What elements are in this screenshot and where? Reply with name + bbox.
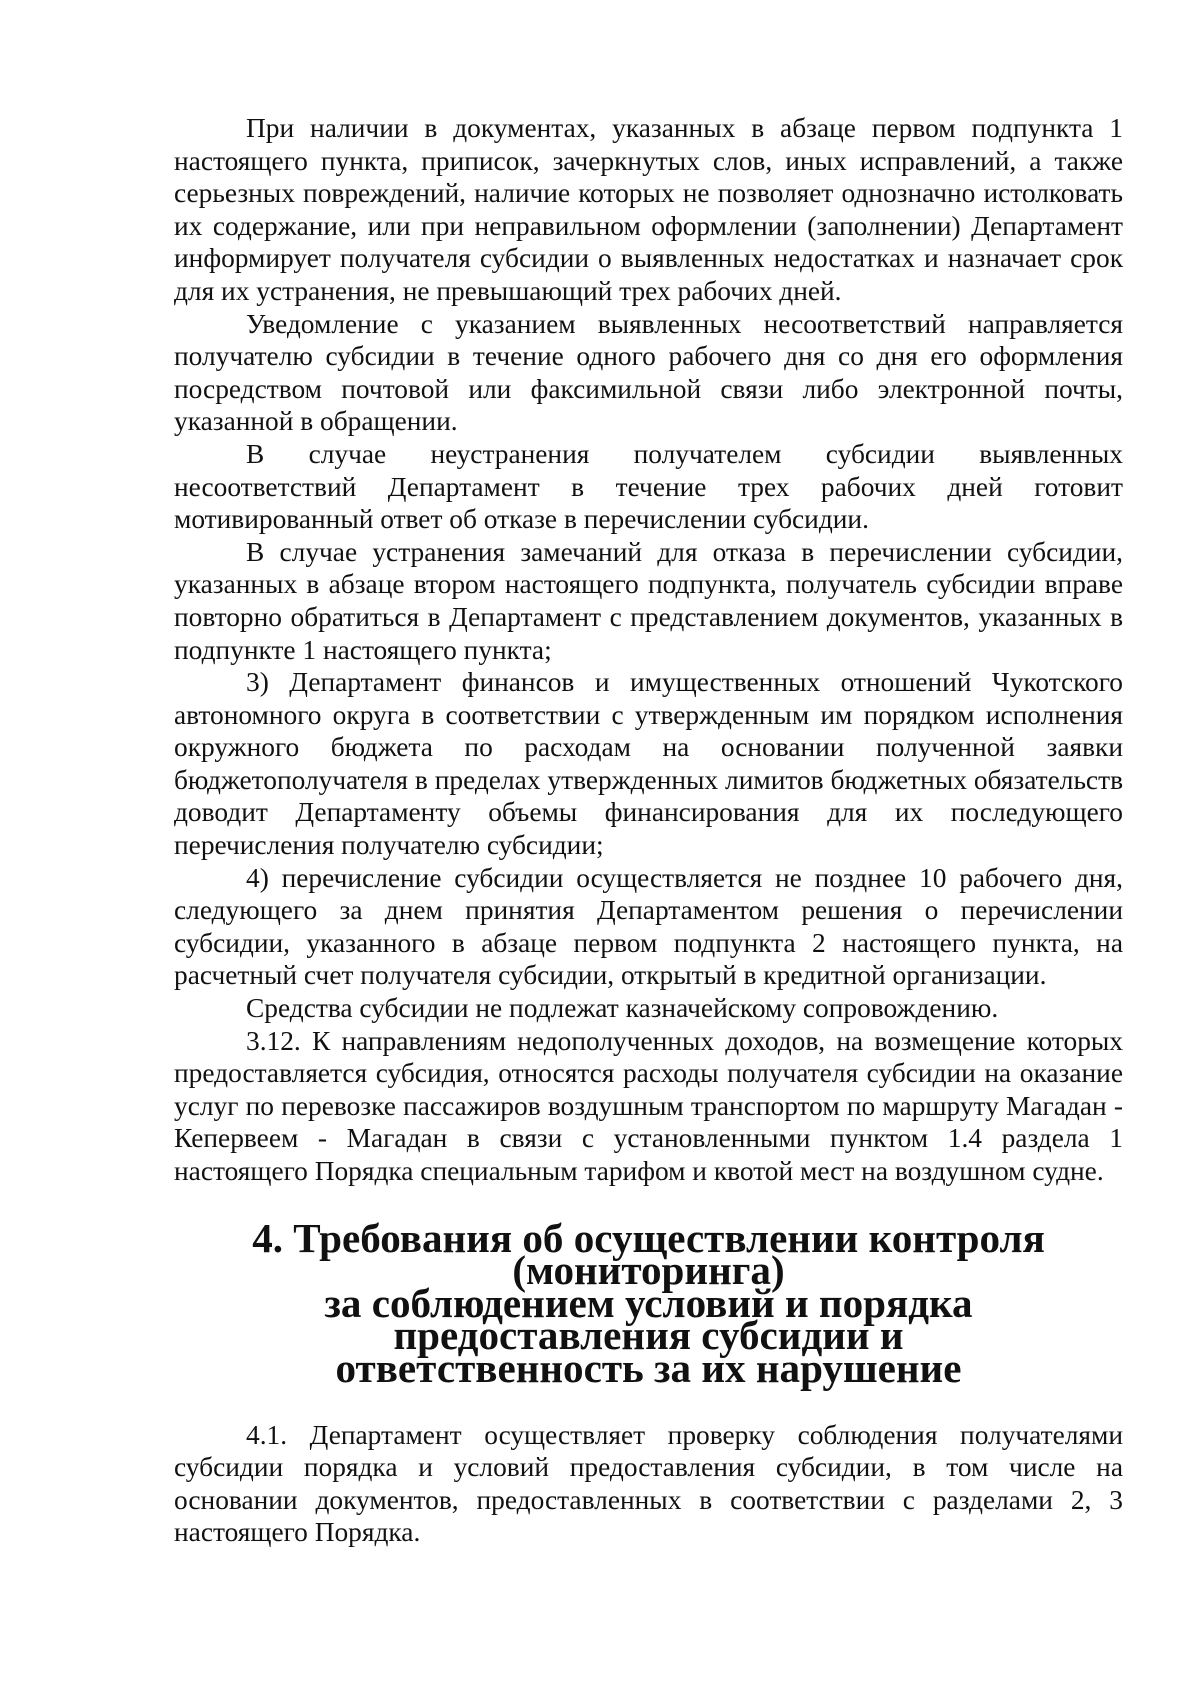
section-heading-line-2: за соблюдением условий и порядка предоставления субсидии и: [324, 1279, 973, 1359]
paragraph-4-1: 4.1. Департамент осуществляет проверку соблюдения получателями субсидии порядка и условий предоставления субсидии, в том числе на основании документов, предоставленных в соответствии с разделами 2, 3 настоящего Порядка.: [174, 1419, 1123, 1548]
document-page: [174, 112, 1123, 1549]
section-heading: [174, 1214, 1123, 1391]
paragraph-elimination: В случае устранения замечаний для отказа в перечислении субсидии, указанных в абзаце втором настоящего подпункта, получатель субсидии вправе повторно обратиться в Департамент с представлением документов, указанных в подпункте 1 настоящего пункта;: [174, 536, 1123, 665]
paragraph-notification: Уведомление с указанием выявленных несоответствий направляется получателю субсидии в течение одного рабочего дня со дня его оформления посредством почтовой или факсимильной связи либо электронной почты, указанной в обращении.: [174, 308, 1123, 437]
paragraph-treasury: Средства субсидии не подлежат казначейскому сопровождению.: [246, 993, 999, 1024]
paragraph-non-elimination: В случае неустранения получателем субсидии выявленных несоответствий Департамент в течение трех рабочих дней готовит мотивированный ответ об отказе в перечислении субсидии.: [174, 438, 1123, 535]
paragraph-item-4: 4) перечисление субсидии осуществляется не позднее 10 рабочего дня, следующего за днем принятия Департаментом решения о перечислении субсидии, указанного в абзаце первом подпункта 2 настоящего пункта, на расчетный счет получателя субсидии, открытый в кредитной организации.: [174, 862, 1123, 991]
section-heading-line-1: 4. Требования об осуществлении контроля (мониторинга): [252, 1214, 1045, 1294]
section-heading-line-3: ответственность за их нарушение: [335, 1344, 962, 1391]
paragraph-corrections-notice: При наличии в документах, указанных в абзаце первом подпункта 1 настоящего пункта, приписок, зачеркнутых слов, иных исправлений, а также серьезных повреждений, наличие которых не позволяет однозначно истолковать их содержание, или при неправильном оформлении (заполнении) Департамент информирует получателя субсидии о выявленных недостатках и назначает срок для их устранения, не превышающий трех рабочих дней.: [174, 113, 1123, 306]
paragraph-item-3: 3) Департамент финансов и имущественных отношений Чукотского автономного округа в соответствии с утвержденным им порядком исполнения окружного бюджета по расходам на основании полученной заявки бюджетополучателя в пределах утвержденных лимитов бюджетных обязательств доводит Департаменту объемы финансирования для их последующего перечисления получателю субсидии;: [174, 667, 1123, 861]
paragraph-3-12: 3.12. К направлениям недополученных доходов, на возмещение которых предоставляется субсидия, относятся расходы получателя субсидии на оказание услуг по перевозке пассажиров воздушным транспортом по маршруту Магадан - Кепервеем - Магадан в связи с установленными пунктом 1.4 раздела 1 настоящего Порядка специальным тарифом и квотой мест на воздушном судне.: [174, 1025, 1123, 1186]
